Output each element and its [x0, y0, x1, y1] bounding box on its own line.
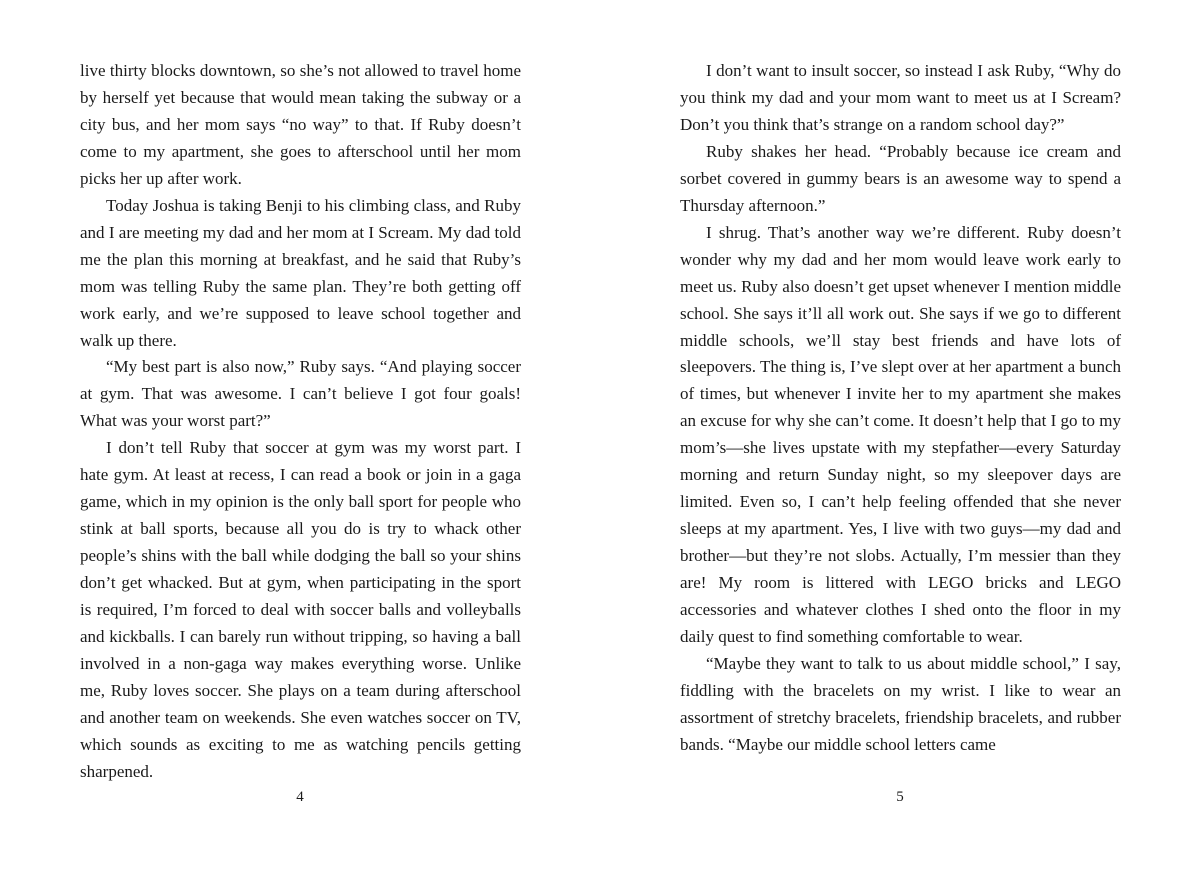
left-paragraph-4: I don’t tell Ruby that soccer at gym was my worst part. I hate gym. At least at recess, I can read a book or join in a gaga game, which in my opinion is the only ball sport for people who stink at ball sports, because all you do is try to whack other people’s shins with the ball while dodging the ball so your shins don’t get whacked. But at gym, when participating in the sport is required, I’m forced to deal with soccer balls and volleyballs and kickballs. I can barely run without tripping, so having a ball involved in a non-gaga way makes everything worse. Unlike me, Ruby loves soccer. She plays on a team during afterschool and another team on weekends. She even watches soccer on TV, which sounds as exciting to me as watching pencils getting sharpened. — [80, 438, 521, 781]
left-paragraph-2: Today Joshua is taking Benji to his climbing class, and Ruby and I are meeting my dad and her mom at I Scream. My dad told me the plan this morning at breakfast, and he said that Ruby’s mom was telling Ruby the same plan. They’re both getting off work early, and we’re supposed to leave school together and walk up there. — [80, 195, 521, 350]
left-page-number: 4 — [296, 789, 304, 805]
right-page-number: 5 — [896, 789, 904, 805]
right-paragraph-1: I don’t want to insult soccer, so instead I ask Ruby, “Why do you think my dad and your mom want to meet us at I Scream? Don’t you think that’s strange on a random school day?” — [680, 61, 1121, 134]
left-page — [80, 58, 521, 786]
right-paragraph-2: Ruby shakes her head. “Probably because ice cream and sorbet covered in gummy bears is an awesome way to spend a Thursday afternoon.” — [680, 141, 1121, 215]
right-paragraph-3: I shrug. That’s another way we’re different. Ruby doesn’t wonder why my dad and her mom would leave work early to meet us. Ruby also doesn’t get upset whenever I mention middle school. She says it’ll all work out. She says if we go to different middle schools, we’ll stay best friends and have lots of sleepovers. The thing is, I’ve slept over at her apartment a bunch of times, but whenever I invite her to my apartment she makes an excuse for why she can’t come. It doesn’t help that I go to my mom’s—she lives upstate with my stepfather—every Saturday morning and return Sunday night, so my sleepover days are limited. Even so, I can’t help feeling offended that she never sleeps at my apartment. Yes, I live with two guys—my dad and brother—but they’re not slobs. Actually, I’m messier than they are! My room is littered with LEGO bricks and LEGO accessories and whatever clothes I shed onto the floor in my daily quest to find something comfortable to wear. — [680, 222, 1121, 647]
right-paragraph-4: “Maybe they want to talk to us about middle school,” I say, fiddling with the bracelets on my wrist. I like to wear an assortment of stretchy bracelets, friendship bracelets, and rubber bands. “Maybe our middle school letters came — [680, 653, 1121, 754]
left-paragraph-1: live thirty blocks downtown, so she’s not allowed to travel home by herself yet because that would mean taking the subway or a city bus, and her mom says “no way” to that. If Ruby doesn’t come to my apartment, she goes to afterschool until her mom picks her up after work. — [80, 61, 521, 188]
left-paragraph-3: “My best part is also now,” Ruby says. “And playing soccer at gym. That was awesome. I can’t believe I got four goals! What was your worst part?” — [80, 357, 521, 431]
right-page — [680, 58, 1121, 759]
